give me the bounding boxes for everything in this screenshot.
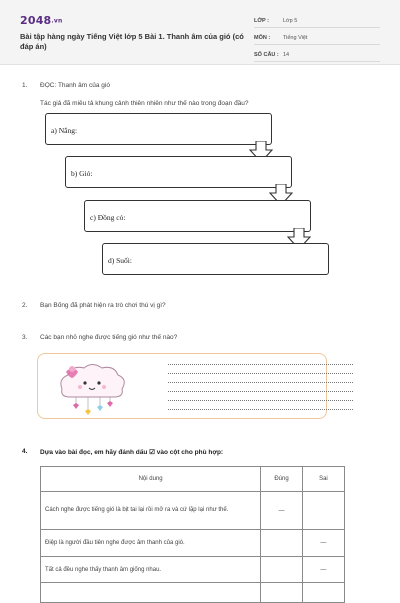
question-1 [22,82,382,92]
question-number: 2. [22,302,28,309]
answer-line[interactable] [168,382,353,383]
question-text: Các bạn nhỏ nghe được tiếng gió như thế nào? [40,334,178,341]
logo-text: 2048 [20,14,52,27]
answer-box-label: a) Nắng: [51,126,78,135]
meta-row-count [254,48,380,62]
page-header [0,0,400,65]
answer-box-d[interactable] [102,243,329,275]
table-row [41,530,345,557]
table-row [41,492,345,530]
meta-key: MÔN : [254,34,271,41]
question-text: Dựa vào bài đọc, em hãy đánh dấu ☑ vào cột cho phù hợp: [40,449,224,456]
answer-box-label: b) Gió: [71,169,93,178]
question-text: Bạn Bống đã phát hiện ra trò chơi thú vị gì? [40,302,166,309]
document-title: Bài tập hàng ngày Tiếng Việt lớp 5 Bài 1. Thanh âm của gió (có đáp án) [20,32,244,51]
meta-key: SỐ CÂU : [254,51,279,58]
answer-box-label: c) Đồng cỏ: [90,213,126,222]
table-cell-false[interactable] [302,492,344,530]
meta-row-class [254,14,380,28]
table-cell-content: Điệp là người đầu tiên nghe được âm thanh của gió. [41,530,261,557]
question-number: 3. [22,334,28,341]
cloud-illustration-icon [52,359,132,417]
answer-box-label: d) Suối: [108,256,132,265]
meta-value: 14 [283,51,290,58]
column-header: Đúng [261,467,303,492]
answer-line[interactable] [168,409,353,410]
answer-line[interactable] [168,364,353,365]
table-header-row [41,467,345,492]
table-cell-true[interactable] [261,557,303,583]
question-3 [22,334,382,344]
column-header: Nội dung [41,467,261,492]
table-cell-false[interactable]: — [302,530,344,557]
table-cell-true[interactable]: — [261,492,303,530]
meta-info [254,14,380,65]
answer-line[interactable] [168,391,353,392]
question-number: 4. [22,448,28,455]
meta-row-subject [254,31,380,45]
table-cell-false[interactable]: — [302,557,344,583]
table-row [41,557,345,583]
table-cell-content: Tất cả đều nghe thấy thanh âm giống nhau. [41,557,261,583]
answer-line[interactable] [168,400,353,401]
answer-box-b[interactable] [65,156,292,188]
table-cell-content: Cách nghe được tiếng gió là bịt tai lại rồi mở ra và cứ lặp lại như thế. [41,492,261,530]
answer-box-a[interactable] [45,113,272,145]
site-logo[interactable] [20,14,62,27]
question-text: ĐỌC: Thanh âm của gió [40,82,110,89]
meta-value: Tiếng Việt [283,34,308,41]
answer-panel [37,353,327,419]
true-false-table [40,466,345,603]
meta-value: Lớp 5 [283,17,298,24]
column-header: Sai [302,467,344,492]
answer-box-c[interactable] [84,200,311,232]
question-4 [22,448,382,458]
question-number: 1. [22,82,28,89]
meta-key: LỚP : [254,17,269,24]
question-2 [22,302,382,312]
question-1-prompt: Tác giả đã miêu tả khung cảnh thiên nhiên như thế nào trong đoạn đầu? [40,100,249,107]
answer-line[interactable] [168,373,353,374]
table-cell-true[interactable] [261,530,303,557]
logo-suffix: .vn [51,17,63,25]
